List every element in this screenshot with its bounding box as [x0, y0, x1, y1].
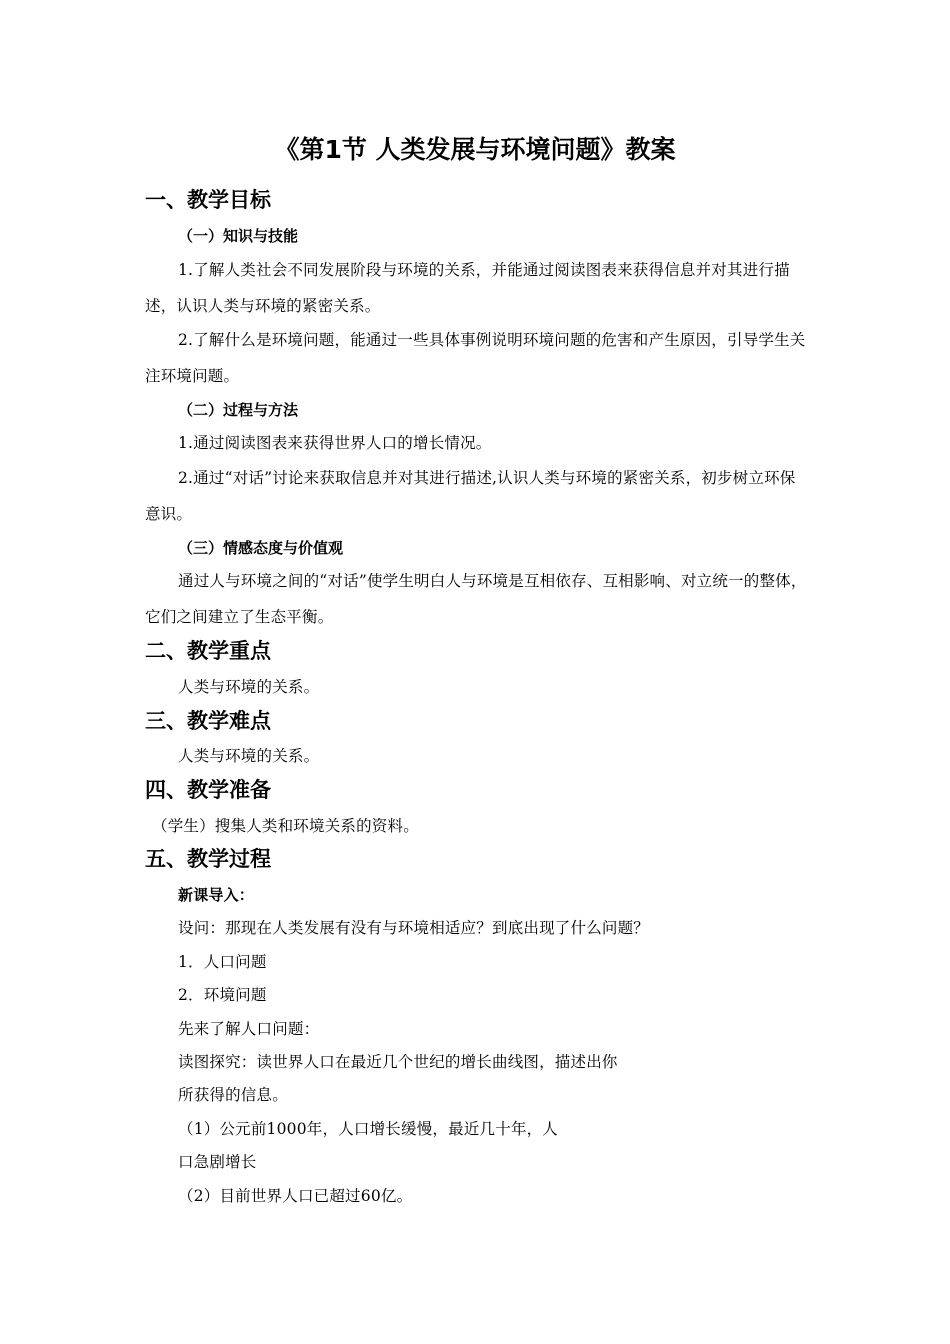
process-paragraph-2: 2.通过“对话”讨论来获取信息并对其进行描述,认识人类与环境的紧密关系，初步树立环保意识。: [145, 469, 796, 523]
subheading-process-methods: （二）过程与方法: [178, 401, 299, 419]
objective-paragraph-2: 2.了解什么是环境问题，能通过一些具体事例说明环境问题的危害和产生原因，引导学生关注环境问题。: [145, 331, 806, 385]
reading-task-line-1: 读图探究：读世界人口在最近几个世纪的增长曲线图，描述出你: [178, 1053, 618, 1071]
answer-1-line-1: （1）公元前1000年，人口增长缓慢，最近几十年，人: [178, 1120, 559, 1138]
lead-text: 先来了解人口问题：: [178, 1020, 320, 1038]
document-title: 《第1节 人类发展与环境问题》教案: [274, 135, 676, 164]
attitude-paragraph: 通过人与环境之间的“对话”使学生明白人与环境是互相依存、互相影响、对立统一的整体，它们之间建立了生态平衡。: [145, 572, 807, 626]
question-text: 设问：那现在人类发展有没有与环境相适应？到底出现了什么问题？: [178, 919, 650, 937]
answer-1-line-2: 口急剧增长: [178, 1153, 257, 1171]
section-heading-preparation: 四、教学准备: [145, 778, 271, 802]
difficulties-text: 人类与环境的关系。: [178, 747, 320, 765]
section-heading-objectives: 一、教学目标: [145, 188, 271, 212]
reading-task-line-2: 所获得的信息。: [178, 1086, 288, 1104]
process-paragraph-1: 1.通过阅读图表来获得世界人口的增长情况。: [178, 434, 492, 452]
objective-paragraph-1: 1.了解人类社会不同发展阶段与环境的关系，并能通过阅读图表来获得信息并对其进行描述，认识人类与环境的紧密关系。: [145, 261, 790, 315]
section-heading-key-points: 二、教学重点: [145, 639, 271, 663]
list-item-environment: 2．环境问题: [178, 986, 267, 1004]
list-item-population: 1．人口问题: [178, 953, 267, 971]
preparation-text: （学生）搜集人类和环境关系的资料。: [152, 817, 419, 835]
answer-2: （2）目前世界人口已超过60亿。: [178, 1187, 413, 1205]
subheading-knowledge-skills: （一）知识与技能: [178, 227, 299, 245]
section-heading-difficulties: 三、教学难点: [145, 709, 271, 733]
new-lesson-intro-label: 新课导入：: [178, 886, 255, 904]
key-points-text: 人类与环境的关系。: [178, 678, 320, 696]
subheading-attitude-values: （三）情感态度与价值观: [178, 539, 344, 557]
section-heading-process: 五、教学过程: [145, 847, 271, 871]
